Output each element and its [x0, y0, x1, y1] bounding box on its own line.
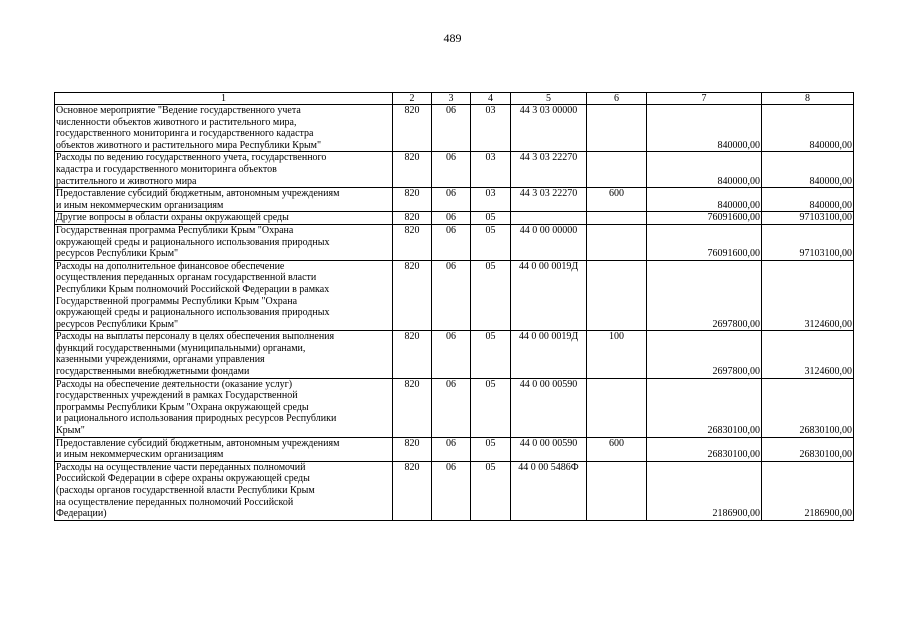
cell-subsection-code: 03 [471, 188, 511, 212]
cell-expense-type [587, 212, 647, 225]
description-line: Расходы на дополнительное финансовое обеспечение [56, 260, 285, 272]
description-line: растительного и животного мира [56, 175, 197, 187]
cell-amount-year1: 2697800,00 [647, 260, 762, 331]
cell-target-article: 44 3 03 00000 [511, 105, 587, 152]
cell-target-article: 44 0 00 00590 [511, 378, 587, 437]
cell-amount-year1: 76091600,00 [647, 212, 762, 225]
table-row [55, 212, 854, 225]
cell-amount-year2: 840000,00 [762, 105, 854, 152]
cell-section-code: 06 [432, 437, 471, 461]
cell-expense-type [587, 260, 647, 331]
cell-section-code: 06 [432, 152, 471, 188]
description-line: государственных учреждений в рамках Государственной [56, 390, 298, 402]
table-row [55, 461, 854, 520]
page-number: 489 [443, 31, 462, 45]
cell-description [55, 188, 393, 212]
cell-section-code: 06 [432, 461, 471, 520]
cell-expense-type [587, 461, 647, 520]
description-line: Расходы на осуществление части переданных полномочий [56, 461, 306, 473]
description-line: Предоставление субсидий бюджетным, автономным учреждениям [56, 437, 340, 449]
cell-amount-year1: 2186900,00 [647, 461, 762, 520]
description-line: численности объектов животного и растительного мира, [56, 116, 297, 128]
column-header: 3 [432, 93, 471, 105]
description-line: ресурсов Республики Крым" [56, 248, 179, 260]
cell-ministry-code: 820 [393, 461, 432, 520]
cell-target-article [511, 212, 587, 225]
table-row [55, 105, 854, 152]
table-row [55, 331, 854, 378]
cell-target-article: 44 3 03 22270 [511, 152, 587, 188]
cell-description [55, 260, 393, 331]
description-line: Предоставление субсидий бюджетным, автономным учреждениям [56, 188, 340, 200]
cell-expense-type: 600 [587, 437, 647, 461]
description-line: Государственной программы Республики Крым "Охрана [56, 295, 298, 307]
description-line: и иным некоммерческим организациям [56, 199, 224, 211]
description-line: программы Республики Крым "Охрана окружающей среды [56, 401, 309, 413]
cell-ministry-code: 820 [393, 212, 432, 225]
description-line: Российской Федерации в сфере охраны окружающей среды [56, 473, 310, 485]
description-line: кадастра и государственного мониторинга объектов [56, 163, 277, 175]
description-line: казенными учреждениями, органами управления [56, 354, 265, 366]
cell-expense-type [587, 105, 647, 152]
description-line: Крым" [56, 425, 85, 437]
cell-amount-year1: 76091600,00 [647, 224, 762, 260]
cell-subsection-code: 03 [471, 105, 511, 152]
description-line: на осуществление переданных полномочий Российской [56, 496, 294, 508]
cell-target-article: 44 0 00 0019Д [511, 331, 587, 378]
cell-subsection-code: 05 [471, 212, 511, 225]
cell-section-code: 06 [432, 105, 471, 152]
column-header: 2 [393, 93, 432, 105]
description-line: Республики Крым полномочий Российской Федерации в рамках [56, 283, 330, 295]
description-line: Расходы на обеспечение деятельности (оказание услуг) [56, 378, 293, 390]
description-line: и рационального использования природных ресурсов Республики [56, 413, 337, 425]
description-line: (расходы органов государственной власти Республики Крым [56, 485, 315, 496]
cell-subsection-code: 03 [471, 152, 511, 188]
cell-expense-type: 600 [587, 188, 647, 212]
description-line: окружающей среды и рационального использования природных [56, 307, 330, 319]
cell-description [55, 331, 393, 378]
cell-ministry-code: 820 [393, 378, 432, 437]
cell-target-article: 44 0 00 0019Д [511, 260, 587, 331]
cell-amount-year2: 97103100,00 [762, 212, 854, 225]
cell-ministry-code: 820 [393, 152, 432, 188]
cell-amount-year1: 840000,00 [647, 152, 762, 188]
cell-target-article: 44 0 00 00000 [511, 224, 587, 260]
description-line: государственного мониторинга и государственного кадастра [56, 128, 314, 140]
description-line: Федерации) [56, 508, 107, 520]
cell-amount-year2: 840000,00 [762, 152, 854, 188]
description-line: Другие вопросы в области охраны окружающей среды [56, 212, 289, 224]
cell-amount-year1: 840000,00 [647, 188, 762, 212]
description-line: окружающей среды и рационального использования природных [56, 236, 330, 248]
cell-subsection-code: 05 [471, 437, 511, 461]
cell-section-code: 06 [432, 260, 471, 331]
cell-description [55, 378, 393, 437]
cell-description [55, 437, 393, 461]
cell-amount-year1: 26830100,00 [647, 437, 762, 461]
cell-amount-year2: 26830100,00 [762, 437, 854, 461]
description-line: и иным некоммерческим организациям [56, 449, 224, 461]
table-row [55, 378, 854, 437]
description-line: Государственная программа Республики Крым "Охрана [56, 224, 294, 236]
table-row [55, 188, 854, 212]
budget-table [54, 92, 854, 521]
cell-subsection-code: 05 [471, 331, 511, 378]
cell-ministry-code: 820 [393, 331, 432, 378]
cell-section-code: 06 [432, 331, 471, 378]
cell-description [55, 212, 393, 225]
cell-amount-year2: 26830100,00 [762, 378, 854, 437]
cell-subsection-code: 05 [471, 461, 511, 520]
cell-amount-year2: 3124600,00 [762, 331, 854, 378]
description-line: функций государственными (муниципальными) органами, [56, 342, 306, 354]
cell-expense-type [587, 224, 647, 260]
cell-amount-year1: 840000,00 [647, 105, 762, 152]
column-header: 1 [55, 93, 393, 105]
description-line: объектов животного и растительного мира Республики Крым" [56, 139, 322, 151]
description-line: Основное мероприятие "Ведение государственного учета [56, 105, 301, 116]
description-line: осуществления переданных органам государственной власти [56, 272, 317, 284]
cell-description [55, 461, 393, 520]
cell-amount-year1: 26830100,00 [647, 378, 762, 437]
cell-subsection-code: 05 [471, 260, 511, 331]
cell-target-article: 44 0 00 00590 [511, 437, 587, 461]
cell-section-code: 06 [432, 378, 471, 437]
column-header: 7 [647, 93, 762, 105]
cell-expense-type [587, 152, 647, 188]
cell-subsection-code: 05 [471, 224, 511, 260]
cell-subsection-code: 05 [471, 378, 511, 437]
cell-amount-year1: 2697800,00 [647, 331, 762, 378]
description-line: ресурсов Республики Крым" [56, 318, 179, 330]
cell-ministry-code: 820 [393, 437, 432, 461]
table-header-row [55, 93, 854, 105]
cell-ministry-code: 820 [393, 188, 432, 212]
description-line: Расходы на выплаты персоналу в целях обеспечения выполнения [56, 331, 335, 343]
cell-expense-type: 100 [587, 331, 647, 378]
cell-ministry-code: 820 [393, 260, 432, 331]
column-header: 4 [471, 93, 511, 105]
cell-description [55, 105, 393, 152]
cell-amount-year2: 3124600,00 [762, 260, 854, 331]
cell-amount-year2: 97103100,00 [762, 224, 854, 260]
cell-ministry-code: 820 [393, 224, 432, 260]
cell-target-article: 44 3 03 22270 [511, 188, 587, 212]
cell-section-code: 06 [432, 224, 471, 260]
table-row [55, 260, 854, 331]
cell-description [55, 152, 393, 188]
description-line: государственными внебюджетными фондами [56, 366, 250, 378]
cell-expense-type [587, 378, 647, 437]
cell-section-code: 06 [432, 188, 471, 212]
cell-amount-year2: 2186900,00 [762, 461, 854, 520]
column-header: 5 [511, 93, 587, 105]
column-header: 6 [587, 93, 647, 105]
description-line: Расходы по ведению государственного учета, государственного [56, 152, 327, 164]
column-header: 8 [762, 93, 854, 105]
cell-amount-year2: 840000,00 [762, 188, 854, 212]
cell-description [55, 224, 393, 260]
cell-ministry-code: 820 [393, 105, 432, 152]
cell-section-code: 06 [432, 212, 471, 225]
table-row [55, 437, 854, 461]
table-row [55, 152, 854, 188]
table-row [55, 224, 854, 260]
cell-target-article: 44 0 00 5486Ф [511, 461, 587, 520]
